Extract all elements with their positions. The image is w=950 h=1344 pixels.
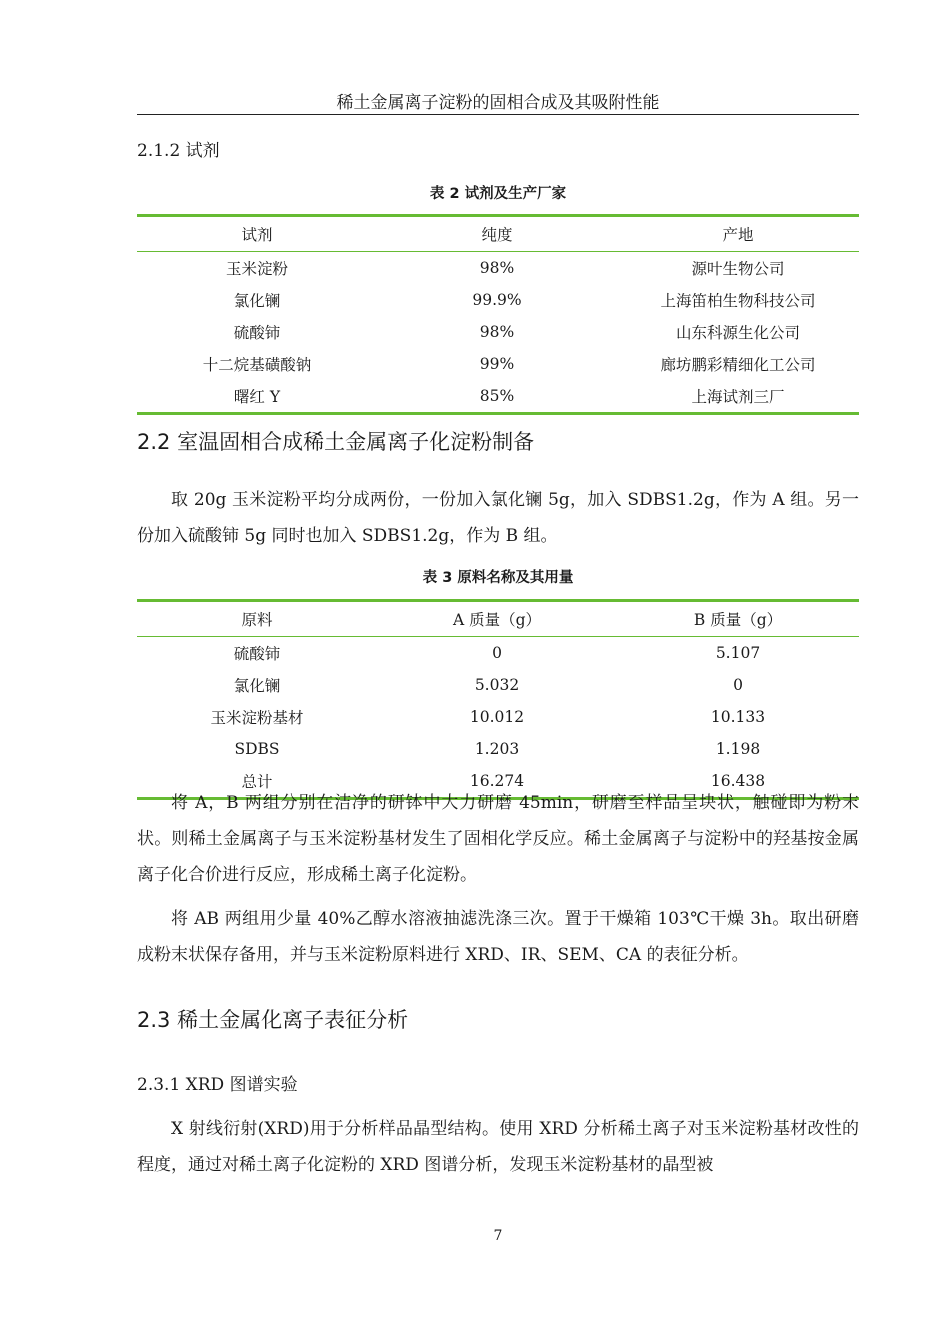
table-header-cell: 纯度 xyxy=(377,216,617,252)
table-cell: 氯化镧 xyxy=(233,292,281,310)
table-cell: 硫酸铈 xyxy=(233,645,281,663)
table-row xyxy=(137,669,859,701)
section-heading-2-3-1: 2.3.1 XRD 图谱实验 xyxy=(137,1075,298,1095)
table-header-row xyxy=(137,216,859,252)
table-header-cell: B 质量（g） xyxy=(617,601,859,637)
table-header-cell: 试剂 xyxy=(137,216,377,252)
table-header-cell: 产地 xyxy=(617,216,859,252)
table-row xyxy=(137,348,859,380)
table-row xyxy=(137,733,859,765)
table-cell: 氯化镧 xyxy=(233,677,281,695)
table-row xyxy=(137,316,859,348)
running-header: 稀土金属离子淀粉的固相合成及其吸附性能 xyxy=(137,92,859,115)
table-cell: 16.438 xyxy=(617,765,859,799)
body-paragraph: 将 AB 两组用少量 40%乙醇水溶液抽滤洗涤三次。置于干燥箱 103℃干燥 3h。取出研磨成粉末状保存备用，并与玉米淀粉原料进行 XRD、IR、SEM、CA 的表征分析。 xyxy=(137,909,859,965)
table-cell: 玉米淀粉基材 xyxy=(210,709,304,727)
table-cell: 98% xyxy=(479,259,515,277)
table-row xyxy=(137,252,859,285)
table-cell: 玉米淀粉 xyxy=(225,260,288,278)
table-cell: 99% xyxy=(479,355,515,373)
table-cell: 10.012 xyxy=(469,708,525,726)
table-row xyxy=(137,284,859,316)
section-heading-2-2: 2.2 室温固相合成稀土金属离子化淀粉制备 xyxy=(137,430,535,454)
page-number: 7 xyxy=(493,1228,503,1244)
table-cell: 源叶生物公司 xyxy=(691,260,785,278)
table-row xyxy=(137,701,859,733)
table-cell: 1.198 xyxy=(715,740,761,758)
table-header-cell: A 质量（g） xyxy=(377,601,617,637)
table-cell: 硫酸铈 xyxy=(233,324,281,342)
table2-caption: 表 2 试剂及生产厂家 xyxy=(429,186,567,202)
table-cell: 5.032 xyxy=(474,676,520,694)
section-heading-2-3: 2.3 稀土金属化离子表征分析 xyxy=(137,1008,409,1032)
table-cell: 10.133 xyxy=(710,708,766,726)
table3-caption: 表 3 原料名称及其用量 xyxy=(422,570,574,586)
table-cell: 5.107 xyxy=(715,644,761,662)
body-paragraph: 将 A，B 两组分别在洁净的研钵中大力研磨 45min，研磨至样品呈块状，触碰即为粉末状。则稀土金属离子与玉米淀粉基材发生了固相化学反应。稀土金属离子与淀粉中的羟基按金属离子化合价进行反应，形成稀土离子化淀粉。 xyxy=(137,793,859,885)
table-header-cell: 原料 xyxy=(137,601,377,637)
table-cell: 99.9% xyxy=(472,291,522,309)
table-cell: 山东科源生化公司 xyxy=(675,324,800,342)
table3-materials xyxy=(137,599,859,800)
table-cell: 0 xyxy=(492,644,502,662)
table2-reagents xyxy=(137,214,859,415)
body-paragraph: X 射线衍射(XRD)用于分析样品晶型结构。使用 XRD 分析稀土离子对玉米淀粉基材改性的程度，通过对稀土离子化淀粉的 XRD 图谱分析，发现玉米淀粉基材的晶型被 xyxy=(137,1119,859,1175)
table-header-row xyxy=(137,601,859,637)
body-paragraph: 取 20g 玉米淀粉平均分成两份，一份加入氯化镧 5g，加入 SDBS1.2g，作为 A 组。另一份加入硫酸铈 5g 同时也加入 SDBS1.2g，作为 B 组。 xyxy=(137,490,859,546)
table-cell: 上海笛柏生物科技公司 xyxy=(660,292,816,310)
table-cell: 85% xyxy=(377,380,617,414)
table-cell: 98% xyxy=(479,323,515,341)
table-cell: 0 xyxy=(733,676,743,694)
table-row xyxy=(137,637,859,670)
table-cell: 总计 xyxy=(137,765,377,799)
table-row xyxy=(137,380,859,414)
table-cell: 上海试剂三厂 xyxy=(617,380,859,414)
table-cell: 1.203 xyxy=(474,740,520,758)
table-cell: SDBS xyxy=(234,740,280,758)
table-cell: 十二烷基磺酸钠 xyxy=(202,356,312,374)
table-cell: 廊坊鹏彩精细化工公司 xyxy=(660,356,816,374)
table-cell: 曙红 Y xyxy=(137,380,377,414)
table-cell: 16.274 xyxy=(377,765,617,799)
section-heading-2-1-2: 2.1.2 试剂 xyxy=(137,141,220,161)
